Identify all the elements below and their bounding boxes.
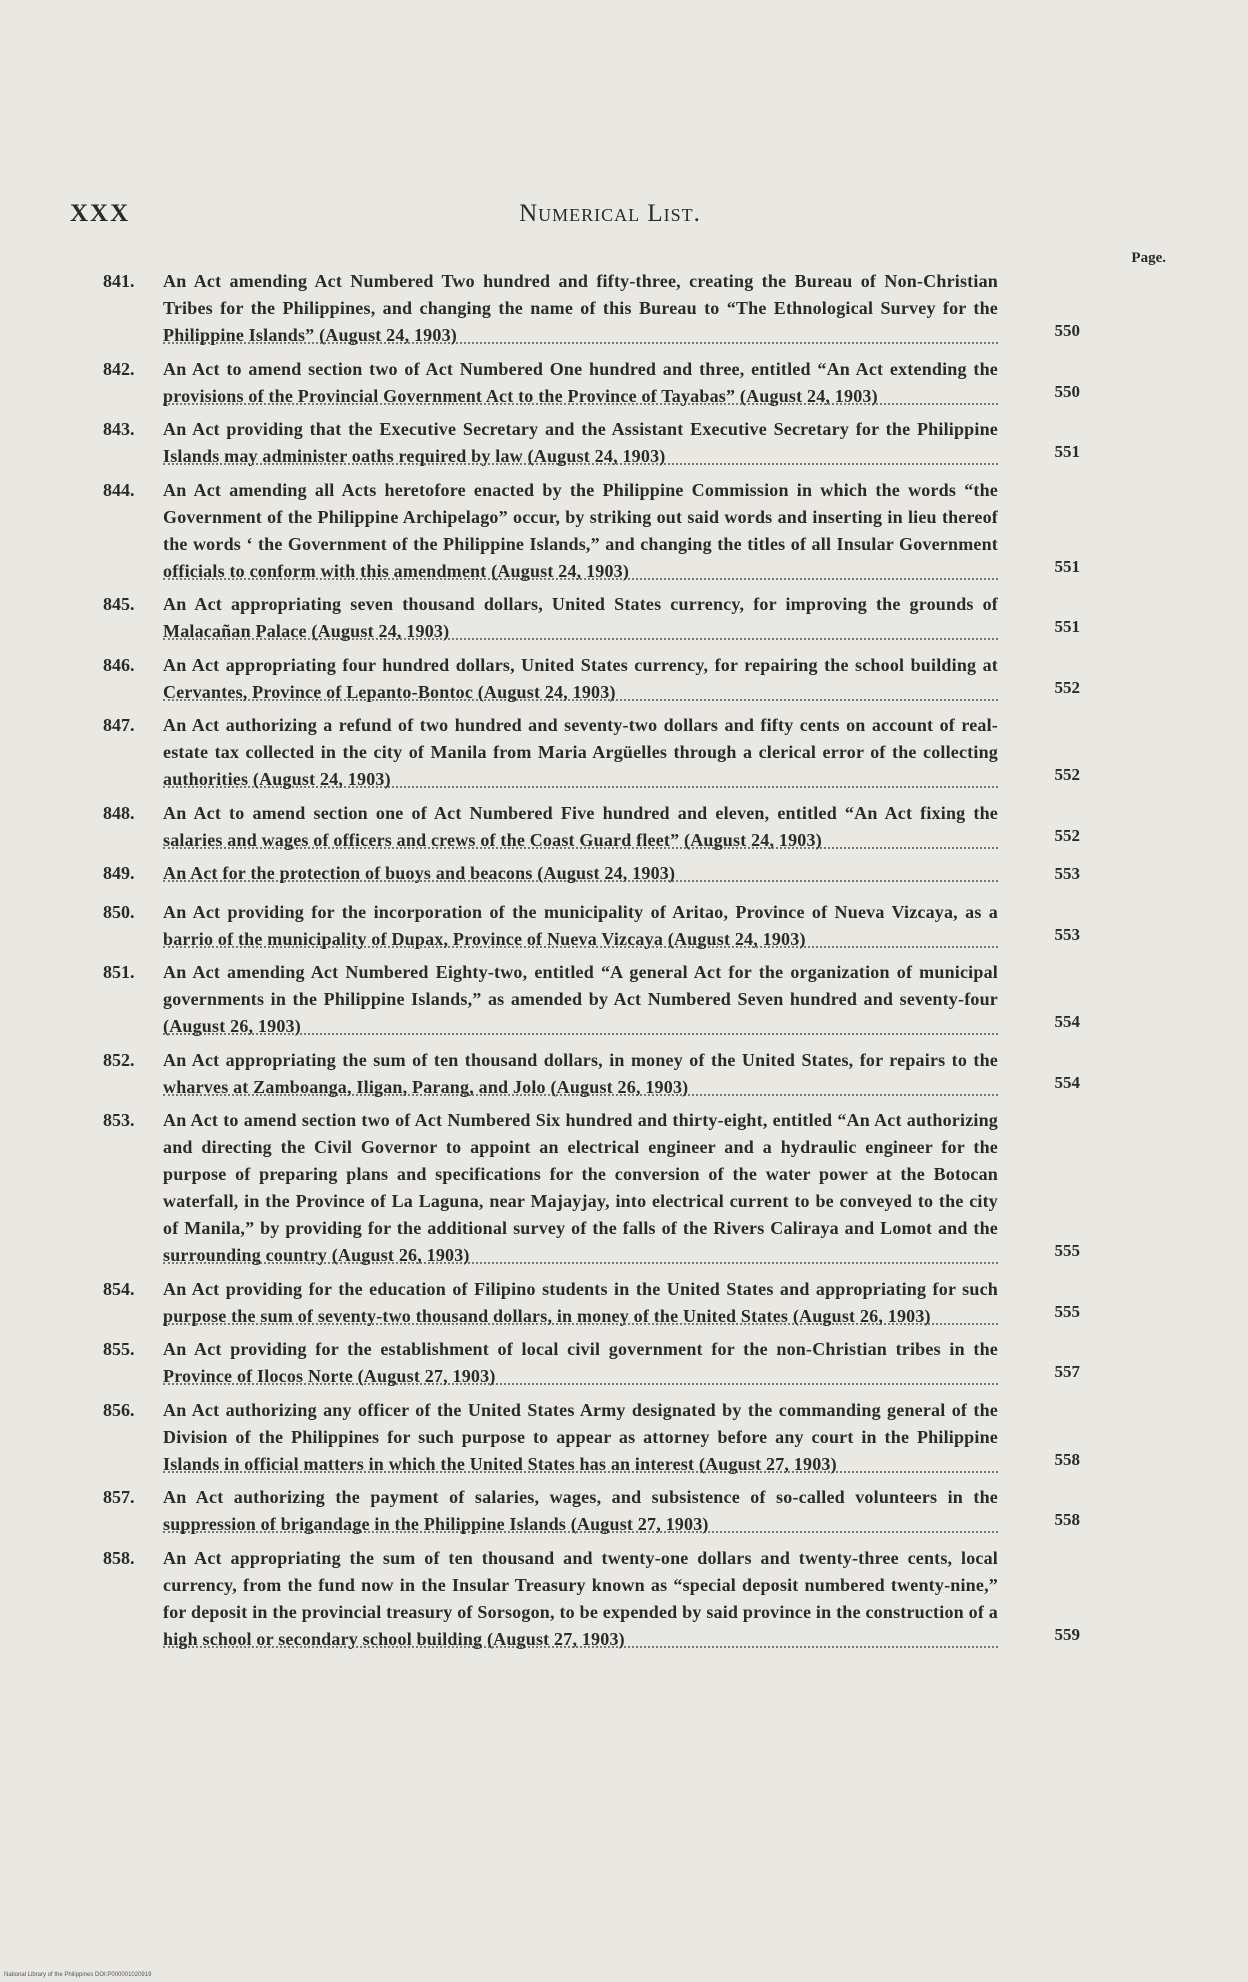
act-title-text: An Act appropriating four hundred dollars, United States currency, for repairing the school building at Cervantes, Province of Lepanto-Bontoc (August 24, 1903) [163,654,998,702]
page-number: 557 [1054,1362,1080,1381]
act-number: 852. [103,1049,135,1070]
page-number: 559 [1054,1624,1080,1644]
act-title [163,1397,998,1473]
page-number: 555 [1054,1301,1080,1321]
running-title: Numerical List. [519,200,701,227]
act-title [163,1336,998,1385]
act-number: 844. [103,479,135,500]
act-title [163,860,998,887]
act-title [163,1047,998,1096]
page-number: 552 [1054,825,1080,845]
act-number: 857. [103,1487,135,1507]
act-title-text: An Act authorizing any officer of the United States Army designated by the commanding general of the Division of the Philippines for such purpose to appear as attorney before any court in the Philippine Islands in official matters in which the United States has an interest (August 27, 1903) [163,1399,998,1474]
list-item [103,416,1183,465]
page-number: 551 [1054,442,1080,461]
act-title [163,652,998,701]
act-number: 846. [103,654,135,675]
list-item [103,1107,1183,1264]
list-item [103,712,1183,788]
page-number: 550 [1054,381,1080,401]
act-title-text: An Act to amend section two of Act Numbered Six hundred and thirty-eight, entitled “An Act authorizing and directing the Civil Governor to appoint an electrical engineer and a hydraulic engineer for the purpose of preparing plans and specifications for the conversion of the water power at the Botocan waterfall, in the Province of La Laguna, near Majayjay, into electrical current to be conveyed to the city of Manila,” by providing for the additional survey of the falls of the Rivers Caliraya and Lomot and the surrounding country (August 26, 1903) [163,1110,998,1265]
act-title [163,591,998,640]
entries-list [103,268,1183,1659]
act-number: 842. [103,358,135,379]
act-title-text: An Act providing that the Executive Secretary and the Assistant Executive Secretary for the Philippine Islands may administer oaths required by law (August 24, 1903) [163,419,998,466]
list-item [103,1545,1183,1648]
act-title [163,416,998,465]
act-number: 847. [103,715,135,735]
list-item [103,1047,1183,1096]
act-title-text: An Act to amend section one of Act Numbered Five hundred and eleven, entitled “An Act fixing the salaries and wages of officers and crews of the Coast Guard fleet” (August 24, 1903) [163,802,998,850]
act-title-text: An Act amending Act Numbered Two hundred and fifty-three, creating the Bureau of Non-Christian Tribes for the Philippines, and changing the name of this Bureau to “The Ethnological Survey for the Philippine Islands” (August 24, 1903) [163,271,998,345]
act-number: 855. [103,1339,135,1359]
list-item [103,800,1183,849]
act-title-text: An Act authorizing a refund of two hundred and seventy-two dollars and fifty cents on account of real-estate tax collected in the city of Manila from Maria Argüelles through a clerical error of the collecting authorities (August 24, 1903) [163,715,998,789]
list-item [103,652,1183,701]
list-item [103,1484,1183,1533]
list-item [103,591,1183,640]
act-number: 851. [103,962,135,982]
page-header [70,200,1150,240]
act-title [163,268,998,344]
page-number: 551 [1054,556,1080,576]
act-title [163,1276,998,1325]
act-title-text: An Act to amend section two of Act Numbered One hundred and three, entitled “An Act extending the provisions of the Provincial Government Act to the Province of Tayabas” (August 24, 1903) [163,358,998,406]
act-number: 858. [103,1547,135,1568]
act-number: 850. [103,901,135,922]
list-item [103,860,1183,887]
footer-note: National Library of the Philippines DOI:P000001020919 [4,1972,152,1978]
act-number: 854. [103,1278,135,1299]
act-title-text: An Act providing for the establishment of local civil government for the non-Christian tribes in the Province of Ilocos Norte (August 27, 1903) [163,1339,998,1386]
act-title-text: An Act providing for the incorporation of the municipality of Aritao, Province of Nueva Vizcaya, as a barrio of the municipality of Dupax, Province of Nueva Vizcaya (August 24, 1903) [163,901,998,949]
act-title [163,800,998,849]
page-number: 554 [1054,1072,1080,1092]
act-number: 841. [103,271,135,291]
act-number: 849. [103,863,135,883]
page-number: 553 [1054,924,1080,944]
page-number: 551 [1054,617,1080,636]
act-title [163,712,998,788]
list-item [103,899,1183,948]
act-title-text: An Act appropriating the sum of ten thousand dollars, in money of the United States, for repairs to the wharves at Zamboanga, Iligan, Parang, and Jolo (August 26, 1903) [163,1049,998,1097]
folio-number: XXX [70,200,131,227]
act-title-text: An Act appropriating seven thousand dollars, United States currency, for improving the grounds of Malacañan Palace (August 24, 1903) [163,594,998,641]
act-title-text: An Act providing for the education of Filipino students in the United States and appropriating for such purpose the sum of seventy-two thousand dollars, in money of the United States (August 26, 1903) [163,1278,998,1326]
page-number: 558 [1054,1510,1080,1529]
list-item [103,1397,1183,1473]
list-item [103,477,1183,580]
act-title-text: An Act amending Act Numbered Eighty-two, entitled “A general Act for the organization of municipal governments in the Philippine Islands,” as amended by Act Numbered Seven hundred and seventy-four (August 26, 1903) [163,962,998,1036]
page-column-heading: Page. [1131,250,1166,266]
act-title [163,1107,998,1264]
page-number: 552 [1054,677,1080,697]
act-title-text: An Act authorizing the payment of salaries, wages, and subsistence of so-called volunteers in the suppression of brigandage in the Philippine Islands (August 27, 1903) [163,1487,998,1534]
act-title [163,899,998,948]
list-item [103,268,1183,344]
list-item [103,1276,1183,1325]
list-item [103,1336,1183,1385]
act-number: 856. [103,1399,135,1420]
act-title [163,1484,998,1533]
page-number: 554 [1054,1012,1080,1031]
list-item [103,356,1183,405]
act-title-text: An Act amending all Acts heretofore enacted by the Philippine Commission in which the words “the Government of the Philippine Archipelago” occur, by striking out said words and inserting in lieu thereof the words ‘ the Government of the Philippine Islands,” and changing the titles of all Insular Government officials to conform with this amendment (August 24, 1903) [163,479,998,581]
act-title [163,356,998,405]
act-number: 843. [103,419,135,439]
list-item [103,959,1183,1035]
page-number: 552 [1054,765,1080,784]
act-title-text: An Act appropriating the sum of ten thousand and twenty-one dollars and twenty-three cents, local currency, from the fund now in the Insular Treasury known as “special deposit numbered twenty-nine,” for deposit in the provincial treasury of Sorsogon, to be expended by said province in the construction of a high school or secondary school building (August 27, 1903) [163,1547,998,1649]
act-number: 845. [103,594,135,614]
act-title [163,1545,998,1648]
page-number: 550 [1054,321,1080,340]
page-number: 555 [1054,1241,1080,1260]
act-number: 853. [103,1110,135,1130]
page-number: 558 [1054,1449,1080,1469]
act-title-text: An Act for the protection of buoys and beacons (August 24, 1903) [163,863,676,883]
act-number: 848. [103,802,135,823]
act-title [163,477,998,580]
page-number: 553 [1054,864,1080,883]
act-title [163,959,998,1035]
